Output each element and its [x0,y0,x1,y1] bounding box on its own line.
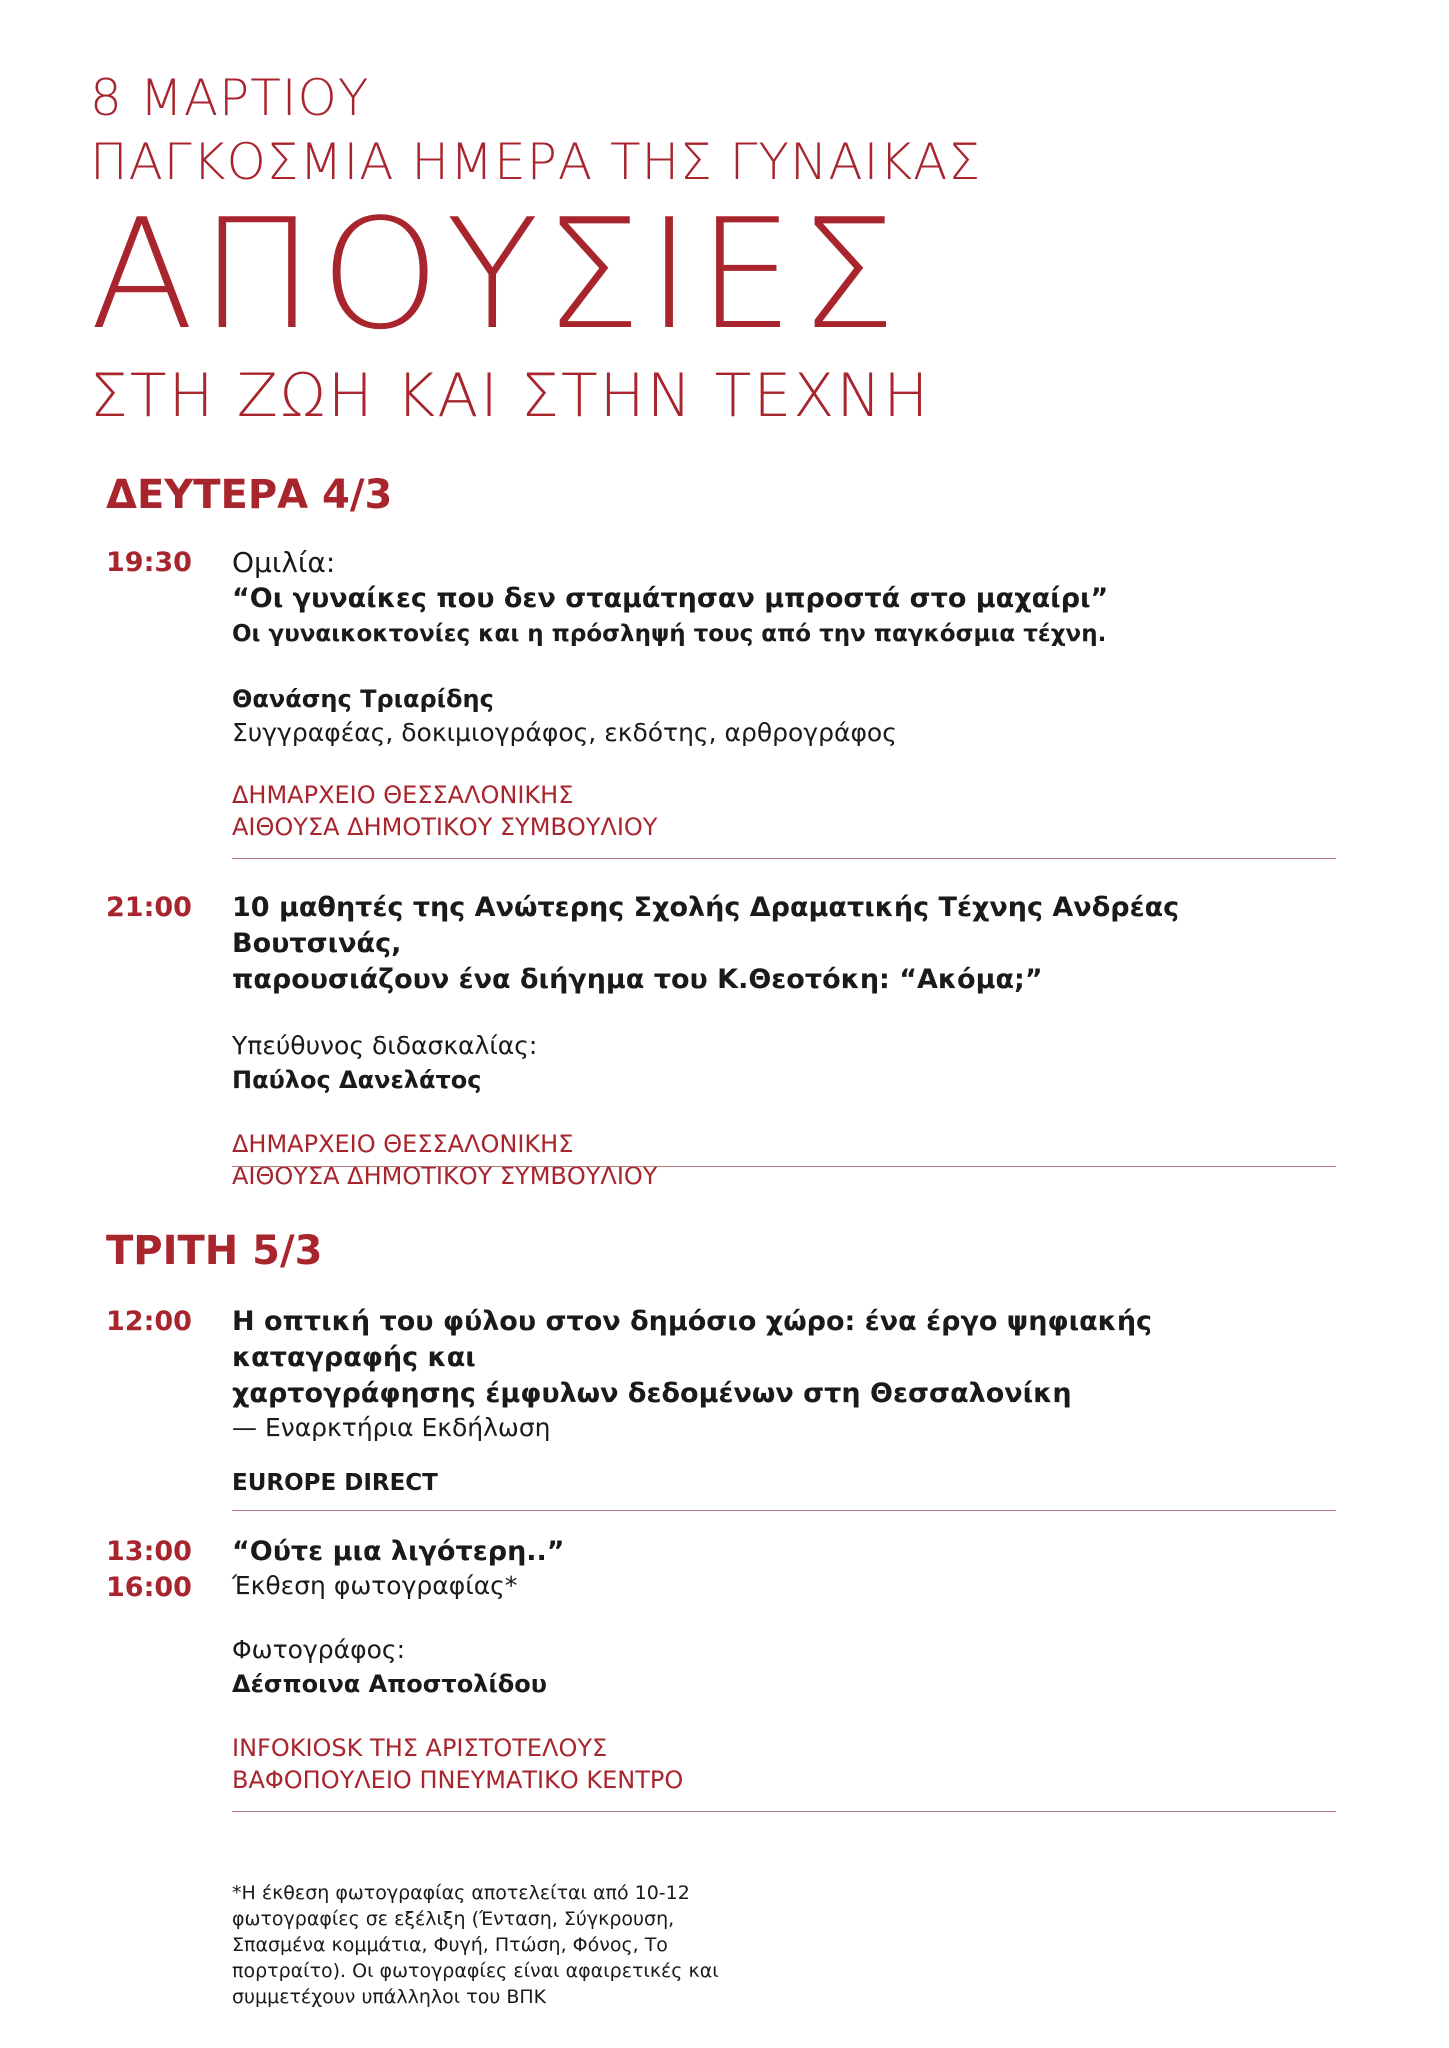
event-subtitle: Οι γυναικοκτονίες και η πρόσληψή τους από την παγκόσμια τέχνη. [232,621,1107,647]
venue-line: ΑΙΘΟΥΣΑ ΔΗΜΟΤΙΚΟΥ ΣΥΜΒΟΥΛΙΟΥ [232,1162,658,1190]
footnote [232,1880,792,2010]
venue-line: ΔΗΜΑΡΧΕΙΟ ΘΕΣΣΑΛΟΝΙΚΗΣ [232,781,574,809]
speaker-role: Συγγραφέας, δοκιμιογράφος, εκδότης, αρθρογράφος [232,718,897,747]
footnote-line: *Η έκθεση φωτογραφίας αποτελείται από 10-12 [232,1882,690,1904]
person-name: Δέσποινα Αποστολίδου [232,1670,547,1698]
role-label: Υπεύθυνος διδασκαλίας: [232,1031,538,1060]
day-heading-tuesday: ΤΡΙΤΗ 5/3 [106,1228,323,1274]
role-label: Φωτογράφος: [232,1635,405,1664]
header-occasion: ΠΑΓΚΟΣΜΙΑ ΗΜΕΡΑ ΤΗΣ ΓΥΝΑΙΚΑΣ [90,133,981,191]
divider [232,1166,1336,1167]
event-title: παρουσιάζουν ένα διήγημα του Κ.Θεοτόκη: “Ακόμα;” [232,964,1043,995]
venue-line: ΑΙΘΟΥΣΑ ΔΗΜΟΤΙΚΟΥ ΣΥΜΒΟΥΛΙΟΥ [232,813,658,841]
page-subtitle: ΣΤΗ ΖΩΗ ΚΑΙ ΣΤΗΝ ΤΕΧΝΗ [90,361,931,431]
event-title: “Οι γυναίκες που δεν σταμάτησαν μπροστά στο μαχαίρι” [232,583,1109,614]
event-block [232,1304,1342,1444]
day-heading-monday: ΔΕΥΤΕΡΑ 4/3 [106,472,393,518]
event-title: χαρτογράφησης έμφυλων δεδομένων στη Θεσσαλονίκη [232,1378,1072,1409]
event-kind: Ομιλία: [232,546,336,579]
event-title: 10 μαθητές της Ανώτερης Σχολής Δραματικής Τέχνης Ανδρέας Βουτσινάς, [232,892,1180,959]
venue-label: EUROPE DIRECT [232,1470,438,1496]
venue-line: ΒΑΦΟΠΟΥΛΕΙΟ ΠΝΕΥΜΑΤΙΚΟ ΚΕΝΤΡΟ [232,1766,684,1794]
divider [232,1811,1336,1812]
event-note: Έκθεση φωτογραφίας* [232,1571,518,1600]
event-time: 13:00 [106,1536,192,1567]
event-time: 16:00 [106,1572,192,1603]
header-date: 8 ΜΑΡΤΙΟΥ [90,69,370,127]
divider [232,858,1336,859]
person-name: Παύλος Δανελάτος [232,1066,482,1094]
event-block [232,890,1342,1192]
footnote-line: συμμετέχουν υπάλληλοι του ΒΠΚ [232,1986,547,2008]
divider [232,1510,1336,1511]
event-note: — Εναρκτήρια Εκδήλωση [232,1413,551,1442]
event-time: 21:00 [106,892,192,923]
event-time: 19:30 [106,547,192,578]
event-time: 12:00 [106,1306,192,1337]
header [90,66,981,436]
event-block [232,1534,1342,1796]
event-block [232,545,1342,843]
event-title: “Ούτε μια λιγότερη..” [232,1536,565,1567]
event-title: Η οπτική του φύλου στον δημόσιο χώρο: ένα έργο ψηφιακής καταγραφής και [232,1306,1153,1373]
footnote-line: πορτραίτο). Οι φωτογραφίες είναι αφαιρετικές και [232,1960,719,1982]
footnote-line: φωτογραφίες σε εξέλιξη (Ένταση, Σύγκρουση, [232,1908,675,1930]
page-title: ΑΠΟΥΣΙΕΣ [90,186,902,363]
venue-line: ΔΗΜΑΡΧΕΙΟ ΘΕΣΣΑΛΟΝΙΚΗΣ [232,1130,574,1158]
venue-line: INFOKIOSK ΤΗΣ ΑΡΙΣΤΟΤΕΛΟΥΣ [232,1734,608,1762]
footnote-line: Σπασμένα κομμάτια, Φυγή, Πτώση, Φόνος, Το [232,1934,668,1956]
speaker-name: Θανάσης Τριαρίδης [232,685,494,713]
